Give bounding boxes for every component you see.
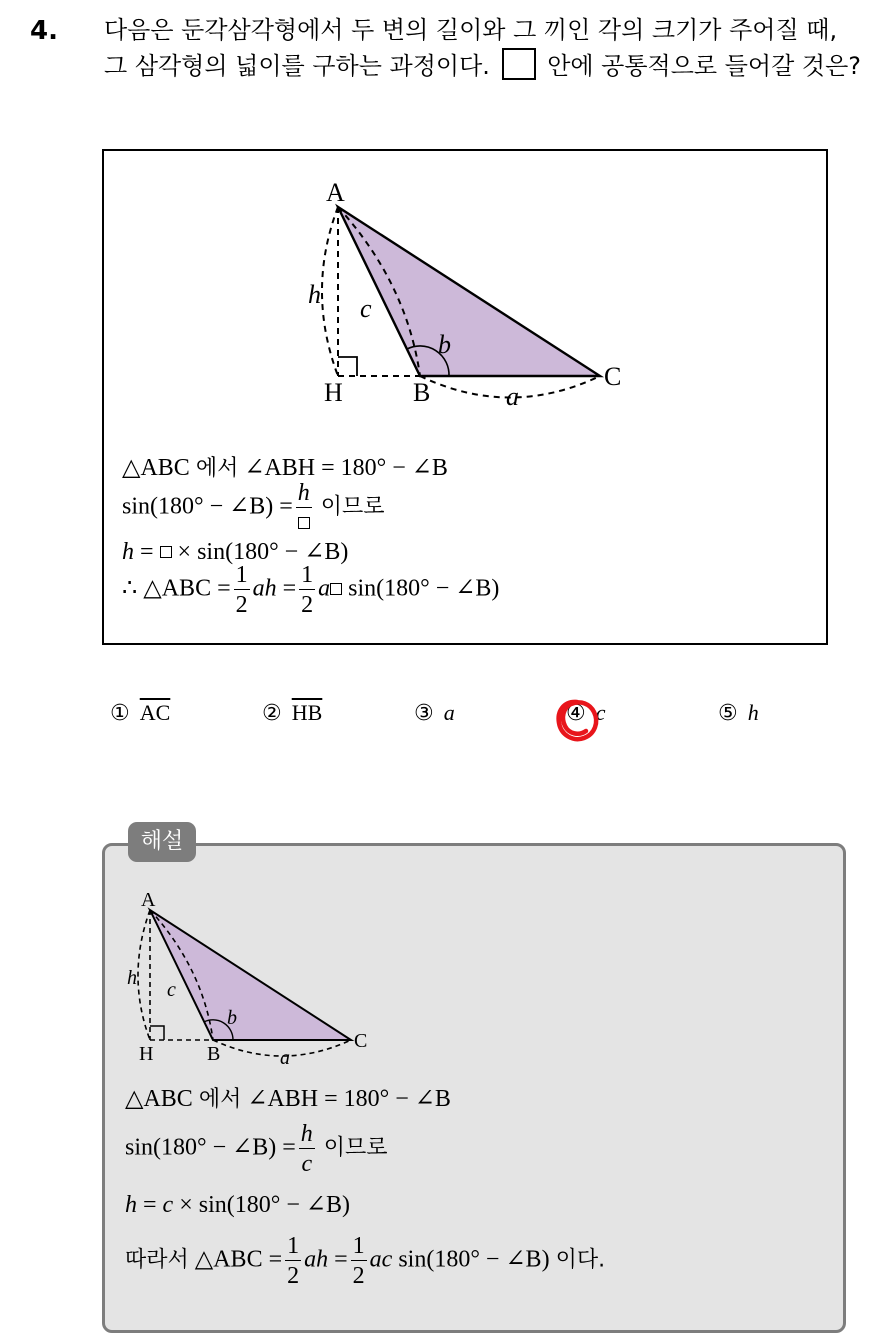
solution-l3-post: × sin(180° − ∠B) [179,1192,350,1218]
problem-box [102,149,828,645]
solution-l4-pre: △ABC = [194,1246,283,1273]
solution-l4-ac: ac [369,1246,393,1273]
choice-4-label: c [595,700,606,725]
choice-1[interactable] [110,700,170,726]
fraction-num-h: h [297,480,310,506]
half-denominator-2: 2 [301,592,314,618]
derivation-l4-pre: ∴ △ABC = [122,575,231,602]
solution-l2-pre: sin(180° − ∠B) = [125,1134,296,1161]
label-c-vertex: C [604,362,622,391]
fraction-num-h-text: h [300,1121,313,1147]
fraction-half-2 [299,563,315,617]
fraction-numerator [296,481,312,508]
question-number: 4. [30,16,58,46]
choice-5-label: h [747,700,759,725]
solution-triangle-figure [123,884,383,1064]
solution-l4-end: 이다. [555,1247,606,1273]
choice-3-number: ③ [414,701,434,726]
solution-label-b-angle: b [227,1007,237,1029]
solution-l3-c: c [162,1192,174,1218]
label-c-length: c [360,294,372,323]
solution-l4-word: 따라서 [125,1247,189,1273]
solution-label-b-vertex: B [207,1043,221,1064]
right-angle-mark [338,357,357,376]
fraction-h-over-c [299,1122,315,1176]
solution-l4-ah: ah [304,1246,329,1273]
solution-line-2 [125,1122,388,1176]
derivation-l4-post: sin(180° − ∠B) [348,575,500,602]
choice-2[interactable] [262,700,322,726]
solution-label-c-length: c [167,979,176,1001]
label-b-vertex: B [413,378,431,407]
fraction-num-h [299,1122,315,1149]
solution-label-a-vertex: A [141,889,156,911]
solution-half-denominator: 2 [287,1263,300,1289]
derivation-l4-a: a [318,575,331,602]
solution-arc-h [138,910,150,1040]
question-text-part1: 다음은 둔각삼각형에서 두 변의 길이와 그 끼인 각의 크기가 주어질 때, 그 삼각형의 넓이를 구하는 과정이다. [104,16,838,80]
blank-box [502,48,536,80]
derivation-l4-ah: ah [252,575,277,602]
fraction-denominator-box [296,508,312,535]
solution-label-h-vertex: H [139,1043,154,1064]
solution-half-numerator: 1 [287,1233,300,1259]
solution-fraction-half [285,1234,301,1288]
solution-label-h-length: h [127,967,137,989]
half-denominator: 2 [235,592,248,618]
solution-l1-post: ∠ABH = 180° − ∠B [247,1086,451,1112]
solution-right-angle [150,1026,164,1040]
fraction-h-over-box [296,481,312,535]
label-h-length: h [308,280,321,309]
solution-line-3 [125,1190,350,1219]
solution-l2-word: 이므로 [323,1135,388,1161]
triangle-abc-fill [338,207,600,376]
derivation-l3-post: × sin(180° − ∠B) [177,539,349,565]
solution-l3-eq: = [143,1192,157,1218]
derivation-l2-pre: sin(180° − ∠B) = [122,493,293,520]
blank-square [160,546,172,558]
derivation-l3-eq: = [140,539,154,565]
solution-l1-pre: △ABC [125,1086,193,1112]
choice-3[interactable] [414,700,455,726]
choice-1-number: ① [110,701,130,726]
derivation-l2-word: 이므로 [320,494,385,520]
derivation-l1-word: 에서 [195,456,239,481]
solution-line-4 [125,1234,605,1288]
choice-2-label: $\overline{HB}$ [291,700,323,725]
fraction-half [234,563,250,617]
arc-h [322,207,338,376]
solution-triangle-fill [150,910,351,1040]
solution-box [102,843,846,1333]
derivation-l1-pre: △ABC [122,455,190,481]
label-a-vertex: A [326,178,345,207]
solution-l1-word: 에서 [198,1087,242,1112]
solution-l4-eq: = [334,1246,348,1273]
solution-half-numerator-2: 1 [352,1233,365,1259]
blank-square [298,517,310,529]
triangle-figure [304,173,664,413]
solution-label-c-vertex: C [354,1030,368,1052]
choice-5[interactable] [718,700,759,726]
derivation-line-1 [122,451,448,482]
derivation-line-4 [122,563,499,617]
solution-tag: 해설 [128,822,196,862]
solution-l4-post: sin(180° − ∠B) [398,1246,550,1273]
answer-choices [0,700,884,744]
solution-fraction-half-2 [351,1234,367,1288]
derivation-l1-post: ∠ABH = 180° − ∠B [244,455,448,481]
choice-2-number: ② [262,701,282,726]
question-text [104,12,864,84]
blank-square [330,583,342,595]
choice-3-label: a [443,700,455,725]
half-numerator-2: 1 [301,562,314,588]
choice-1-label: $\overline{AC}$ [139,700,171,725]
fraction-den-c-text: c [301,1151,313,1177]
solution-half-denominator-2: 2 [352,1263,365,1289]
half-numerator: 1 [235,562,248,588]
solution-label-a-length: a [280,1047,290,1064]
label-b-angle: b [438,330,451,359]
derivation-l3-h: h [122,539,134,565]
derivation-l4-eq: = [282,575,297,602]
solution-l3-h: h [125,1192,137,1218]
label-h-vertex: H [324,378,343,407]
solution-line-1 [125,1082,451,1113]
choice-5-number: ⑤ [718,701,738,726]
fraction-den-c [299,1149,315,1176]
question-text-part2: 안에 공통적으로 들어갈 것은? [547,52,862,80]
answer-circle-mark [553,696,601,746]
derivation-line-2 [122,481,385,535]
label-a-length: a [506,382,519,411]
choice-4-number: ④ [566,701,586,726]
